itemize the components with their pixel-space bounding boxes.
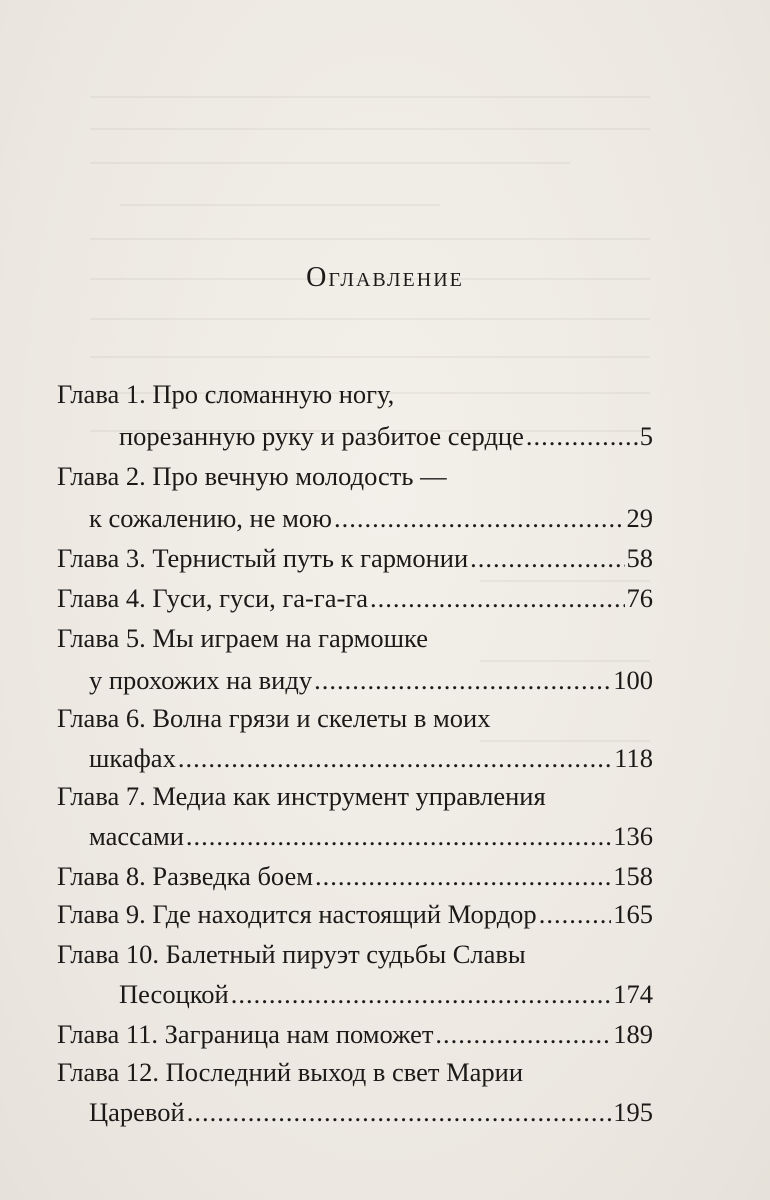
toc-entry-text: массами [89, 821, 184, 851]
dot-leader [231, 974, 612, 1014]
dot-leader [526, 416, 638, 456]
toc-entry-text: Глава 3. Тернистый путь к гармонии [57, 543, 469, 573]
toc-entry-11 [57, 1014, 653, 1054]
dot-leader [187, 1092, 612, 1132]
dot-leader [370, 578, 625, 618]
page-title: Оглавление [306, 262, 464, 293]
dot-leader [315, 856, 611, 896]
toc-entry-6-line2 [89, 738, 653, 778]
toc-entry-text: к сожалению, не мою [89, 503, 332, 533]
toc-entry-text: Глава 4. Гуси, гуси, га-га-га [57, 583, 368, 613]
dot-leader [470, 538, 624, 578]
page-number: 158 [613, 861, 653, 891]
toc-entry-5-line1: Глава 5. Мы играем на гармошке [57, 623, 429, 653]
toc-entry-text: Царевой [89, 1097, 185, 1127]
page-number: 136 [613, 821, 653, 851]
dot-leader [539, 894, 612, 934]
toc-entry-1-line1: Глава 1. Про сломанную ногу, [57, 379, 395, 409]
toc-entry-7-line1: Глава 7. Медиа как инструмент управления [57, 781, 546, 811]
toc-entry-10-line2 [119, 974, 653, 1014]
toc-entry-2-line1: Глава 2. Про вечную молодость — [57, 461, 447, 491]
toc-entry-9 [57, 894, 653, 934]
dot-leader [334, 498, 625, 538]
toc-entry-12-line1: Глава 12. Последний выход в свет Марии [57, 1057, 524, 1087]
toc-entry-7-line2 [89, 816, 653, 856]
toc-entry-1-line2 [119, 416, 653, 456]
toc-entry-text: Глава 8. Разведка боем [57, 861, 314, 891]
page-number: 195 [613, 1097, 653, 1127]
toc-entry-5-line2 [89, 660, 653, 700]
toc-entry-text: Глава 11. Заграница нам поможет [57, 1019, 434, 1049]
toc-entry-3 [57, 538, 653, 578]
page-number: 165 [613, 899, 653, 929]
page-number: 118 [614, 743, 653, 773]
toc-entry-6-line1: Глава 6. Волна грязи и скелеты в моих [57, 703, 491, 733]
page-number: 58 [626, 543, 653, 573]
toc-entry-text: шкафах [89, 743, 176, 773]
dot-leader [178, 738, 612, 778]
toc-entry-10-line1: Глава 10. Балетный пируэт судьбы Славы [57, 939, 526, 969]
dot-leader [186, 816, 611, 856]
toc-entry-4 [57, 578, 653, 618]
dot-leader [435, 1014, 611, 1054]
page-number: 29 [626, 503, 653, 533]
toc-entry-text: Песоцкой [119, 979, 229, 1009]
toc-entry-8 [57, 856, 653, 896]
toc-entry-text: у прохожих на виду [89, 665, 313, 695]
toc-entry-text: Глава 9. Где находится настоящий Мордор [57, 899, 537, 929]
page-number: 174 [613, 979, 653, 1009]
toc-entry-text: порезанную руку и разбитое сердце [119, 421, 524, 451]
page-number: 5 [639, 421, 653, 451]
toc-entry-2-line2 [89, 498, 653, 538]
dot-leader [314, 660, 611, 700]
toc-entry-12-line2 [89, 1092, 653, 1132]
page-number: 76 [626, 583, 653, 613]
page-number: 189 [613, 1019, 653, 1049]
page-number: 100 [613, 665, 653, 695]
